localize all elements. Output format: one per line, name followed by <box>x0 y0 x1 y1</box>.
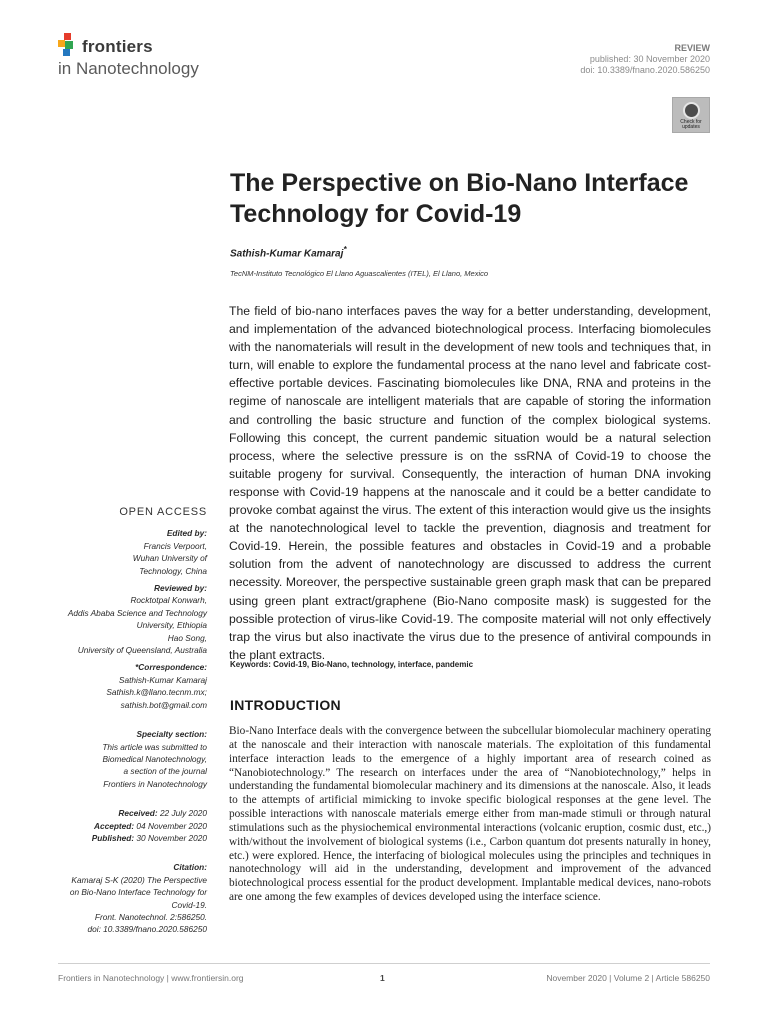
journal-subtitle: in Nanotechnology <box>58 59 199 78</box>
article-info-sidebar <box>45 506 207 936</box>
introduction-paragraph: Bio-Nano Interface deals with the convergence between the subcellular biomolecular machinery operating at the nanoscale and their interaction with nanoscale materials. The exploitation of this fundamental interface interaction leads to the emergence of a highly important area of research coined as “Nanobiotechnology.” The research on interfaces under the area of “Nanobiotechnology,” helps in understanding the fundamental biomolecular machinery and its dimensions at the nanoscale. Also, it leads to the attempts of artificial mimicking to invoke specific biological responses at the gene level. The possible interactions with nanoscale materials emerge either from man-made stimuli or through natural stimulations such as the physiochemical environmental interactions (volcanic eruption, cosmic dust, etc.,) with/without the involvement of biological systems (i.e., Carbon quantum dot presents naturally in honey, etc.) were explored. Hence, the interfacing of biological molecules using the principles and techniques in nanotechnology will aid in the understanding, development and improvement of the advanced biotechnological process essential for the product development. Implantable medical devices, nano-robots are one among the few examples of devices developed using the interface science. <box>229 725 711 904</box>
received-value: 22 July 2020 <box>159 808 207 819</box>
keywords-label: Keywords: <box>230 660 271 669</box>
published-date-sidebar <box>45 832 207 844</box>
published-date: published: 30 November 2020 <box>589 54 710 64</box>
editor-line: Technology, China <box>139 565 207 576</box>
article-type: REVIEW <box>674 43 710 53</box>
accepted-value: 04 November 2020 <box>136 820 207 831</box>
keywords <box>230 660 473 669</box>
footer-divider <box>58 963 710 964</box>
specialty-line: Frontiers in Nanotechnology <box>103 778 207 789</box>
published-label: Published: <box>91 832 135 843</box>
editor-line: Francis Verpoort, <box>143 540 207 551</box>
journal-brand: frontiers <box>82 37 153 56</box>
citation-line: Kamaraj S-K (2020) The Perspective <box>71 874 207 885</box>
citation-heading: Citation: <box>173 862 207 873</box>
published-value: 30 November 2020 <box>136 832 207 843</box>
author-line <box>230 244 347 259</box>
section-heading-introduction: INTRODUCTION <box>230 697 341 713</box>
received-date <box>45 807 207 819</box>
citation-doi-link[interactable]: doi: 10.3389/fnano.2020.586250 <box>87 924 207 935</box>
correspondence-mark: * <box>343 244 347 254</box>
specialty-heading: Specialty section: <box>136 729 207 740</box>
reviewer-line: University of Queensland, Australia <box>77 645 207 656</box>
accepted-date <box>45 820 207 832</box>
open-access-label: OPEN ACCESS <box>119 506 207 518</box>
edited-by-heading: Edited by: <box>166 528 207 539</box>
article-title: The Perspective on Bio-Nano Interface Technology for Covid-19 <box>230 169 689 228</box>
check-for-updates-label: Check for updates <box>680 119 702 130</box>
author-name[interactable]: Sathish-Kumar Kamaraj <box>230 248 344 260</box>
correspondence-email-link[interactable]: sathish.bot@gmail.com <box>120 699 207 710</box>
reviewer-line: Rocktotpal Konwarh, <box>130 595 207 606</box>
frontiers-logo-icon <box>58 33 80 57</box>
abstract: The field of bio-nano interfaces paves the way for a better understanding, development, and implementation of the advanced biotechnological process. Interfacing biomolecules with the nanomaterials will result in the development of new tools and techniques that, in turn, will enable to explore the fundamental process at the nano level and fabricate cost-effective portable devices. Fascinating biomolecules like DNA, RNA and proteins in the regime of nanoscale are intelligent materials that are capable of storing the information and controlling the basic structure and function of the complex biological systems. Following this concept, the current pandemic situation would be a natural selection process, where the selective pressure is on the ssRNA of Covid-19 to choose the suitable progeny for survival. Consequently, the interaction of human DNA invoking response with Covid-19 happens at the nanoscale and it could be a better candidate to provoke combat against the virus. The extent of this interaction would give us the insights at the nanotechnological level to tackle the prevention, diagnosis and treatment for Covid-19. Herein, the possible features and obstacles in Covid-19 and a probable solution from the advent of nanotechnology are discussed to address the current necessity. Moreover, the perspective sustainable green graph mask that can be prepared using green plant extract/graphene (Bio-Nano composite mask) is suggested for the possible protection of virus-like Covid-19. The composite material will not only effectively trap the virus but also inactivate the virus due to the presence of antiviral compounds in the plant extracts. <box>229 304 711 662</box>
accepted-label: Accepted: <box>93 820 135 831</box>
page-number: 1 <box>380 973 385 983</box>
reviewer-line: Hao Song, <box>167 632 207 643</box>
received-label: Received: <box>118 808 158 819</box>
footer-journal-link[interactable]: Frontiers in Nanotechnology | www.frontiersin.org <box>58 973 244 983</box>
footer-issue-info: November 2020 | Volume 2 | Article 586250 <box>546 973 710 983</box>
journal-logo <box>58 31 258 81</box>
specialty-line: Biomedical Nanotechnology, <box>102 753 207 764</box>
editor-line: Wuhan University of <box>132 553 207 564</box>
reviewer-line: University, Ethiopia <box>136 620 207 631</box>
citation-line: Covid-19. <box>171 899 207 910</box>
author-affiliation: TecNM-Instituto Tecnológico El Llano Aguascalientes (ITEL), El Llano, Mexico <box>230 269 489 278</box>
specialty-line: This article was submitted to <box>102 741 207 752</box>
article-meta <box>580 43 710 76</box>
reviewed-by-heading: Reviewed by: <box>153 583 207 594</box>
bookmark-icon <box>683 102 700 119</box>
correspondence-line: Sathish-Kumar Kamaraj <box>118 674 207 685</box>
keywords-list: Covid-19, Bio-Nano, technology, interface, pandemic <box>273 660 474 669</box>
article-doi[interactable]: doi: 10.3389/fnano.2020.586250 <box>580 65 710 75</box>
correspondence-heading: *Correspondence: <box>135 662 207 673</box>
check-for-updates-badge[interactable] <box>672 97 710 133</box>
reviewer-line: Addis Ababa Science and Technology <box>67 607 207 618</box>
correspondence-email-link[interactable]: Sathish.k@llano.tecnm.mx; <box>106 687 207 698</box>
citation-line: on Bio-Nano Interface Technology for <box>69 887 207 898</box>
citation-line: Front. Nanotechnol. 2:586250. <box>94 911 207 922</box>
specialty-line: a section of the journal <box>123 766 207 777</box>
